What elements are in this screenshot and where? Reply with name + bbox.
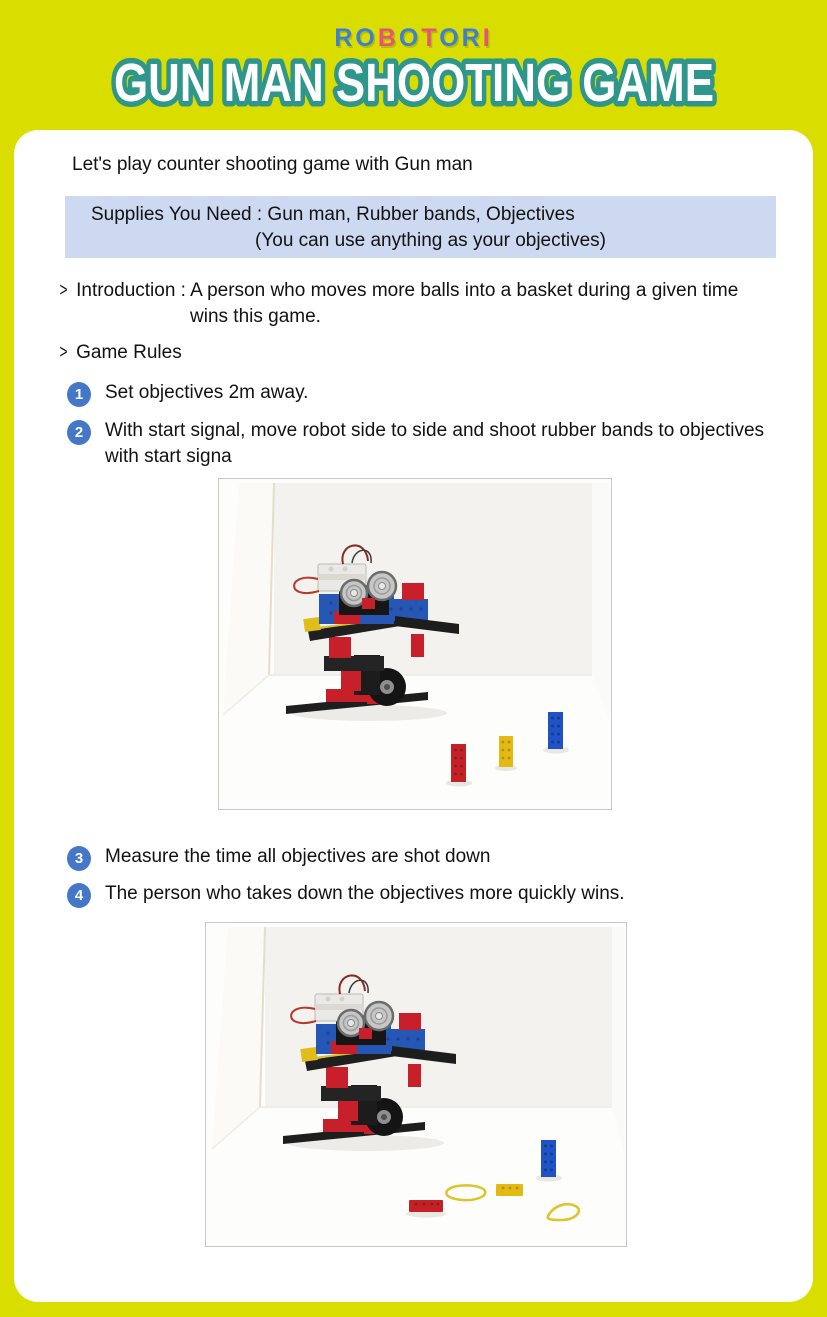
step-3	[67, 846, 490, 871]
introduction-text-line1: Introduction : A person who moves more balls into a basket during a given time	[76, 280, 739, 301]
supplies-line-1: Supplies You Need : Gun man, Rubber bands, Objectives	[91, 204, 575, 225]
step-3-text: Measure the time all objectives are shot down	[105, 846, 491, 867]
chevron-marker-icon: >	[59, 280, 68, 301]
page-title-wrap	[0, 52, 827, 121]
content-card	[14, 130, 813, 1302]
step-2-text	[105, 418, 764, 470]
logo-letter: O	[398, 24, 422, 52]
logo-letter: T	[421, 24, 440, 52]
supplies-box	[65, 196, 776, 258]
logo-letter: R	[461, 24, 483, 52]
step-4-number-badge: 4	[67, 883, 91, 908]
logo-letter: I	[482, 24, 493, 52]
logo-letter: B	[377, 24, 399, 52]
photo-robot-knocked-objectives	[205, 922, 627, 1247]
logo-letter: R	[334, 24, 356, 52]
step-1-number-badge: 1	[67, 382, 91, 407]
photo-robot-standing-objectives-art	[219, 479, 611, 809]
step-4	[67, 883, 625, 908]
page-title: GUN MAN SHOOTING GAME	[113, 53, 714, 113]
game-rules-label: Game Rules	[76, 342, 182, 363]
step-1	[67, 382, 308, 407]
step-3-number-badge: 3	[67, 846, 91, 871]
intro-line: Let's play counter shooting game with Gun man	[72, 154, 473, 175]
step-2-text-line1: With start signal, move robot side to side and shoot rubber bands to objectives	[105, 420, 765, 441]
introduction-heading	[58, 280, 738, 302]
step-1-text: Set objectives 2m away.	[105, 382, 309, 403]
logo-letter: O	[439, 24, 462, 52]
introduction-text-line2: wins this game.	[190, 306, 321, 327]
logo-letter: O	[355, 24, 378, 52]
chevron-marker-icon: >	[59, 342, 68, 363]
game-rules-heading	[58, 342, 182, 364]
photo-robot-standing-objectives	[218, 478, 612, 810]
step-4-text: The person who takes down the objectives more quickly wins.	[105, 883, 625, 904]
step-2-number-badge: 2	[67, 420, 91, 445]
supplies-line-2: (You can use anything as your objectives)	[255, 230, 607, 251]
robotori-logo	[0, 24, 827, 53]
page-title-art	[24, 52, 804, 116]
step-2-text-line2: with start signa	[105, 446, 232, 467]
step-2	[67, 420, 764, 470]
photo-robot-knocked-objectives-art	[206, 923, 626, 1246]
